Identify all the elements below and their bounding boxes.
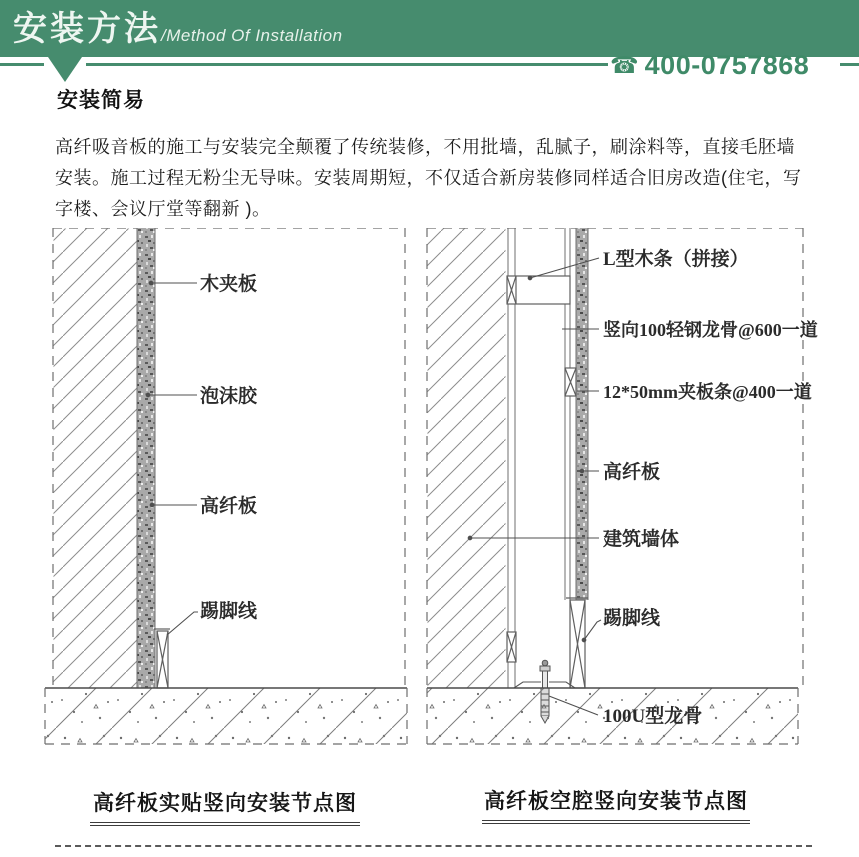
right-skirting-block — [566, 598, 588, 688]
left-wall-hatch — [54, 229, 138, 689]
left-diagram-caption: 高纤板实贴竖向安装节点图 — [90, 787, 360, 826]
label-foam-glue: 泡沫胶 — [200, 386, 258, 407]
section-heading: 安装简易 — [57, 89, 145, 112]
label-skirting: 踢脚线 — [603, 608, 661, 629]
header-banner — [0, 0, 859, 57]
left-floor — [45, 688, 407, 744]
left-board-strip — [137, 228, 155, 688]
banner-pointer-triangle — [48, 57, 82, 82]
accent-line-right — [840, 63, 859, 66]
accent-line-middle — [86, 63, 608, 66]
label-plywood: 木夹板 — [200, 274, 258, 295]
left-skirting-block — [154, 629, 170, 688]
telephone-icon: ☎ — [610, 52, 639, 78]
right-wall-hatch — [428, 229, 506, 689]
hotline-number: 400-0757868 — [644, 50, 810, 80]
right-batten-block — [565, 368, 576, 396]
label-plywood-batten: 12*50mm夹板条@400一道 — [603, 382, 812, 402]
right-diagram — [427, 228, 818, 744]
right-lower-batten-block — [507, 632, 516, 662]
right-l-wood-strip — [507, 276, 570, 304]
label-l-wood-strip: L型木条（拼接） — [603, 249, 749, 270]
page-subtitle: /Method Of Installation — [161, 26, 343, 45]
label-steel-keel: 竖向100轻钢龙骨@600一道 — [603, 320, 818, 340]
hotline — [610, 52, 809, 79]
intro-paragraph: 高纤吸音板的施工与安装完全颠覆了传统装修，不用批墙，乱腻子，刷涂料等，直接毛胚墙安装。施工过程无粉尘无导味。安装周期短，不仅适合新房装修同样适合旧房改造(住宅，写字楼、会议厅堂等翻新 )。 — [55, 137, 802, 219]
label-fiber-board: 高纤板 — [603, 462, 661, 483]
label-u-keel: 100U型龙骨 — [603, 706, 703, 727]
label-fiber-board: 高纤板 — [200, 496, 258, 517]
bottom-dashed-divider — [55, 845, 812, 847]
left-diagram — [45, 228, 407, 744]
installation-diagrams — [0, 228, 859, 748]
label-skirting: 踢脚线 — [200, 601, 258, 622]
label-building-wall: 建筑墙体 — [603, 529, 680, 550]
right-diagram-caption: 高纤板空腔竖向安装节点图 — [482, 785, 750, 824]
accent-line-left — [0, 63, 44, 66]
page-title: 安装方法 — [13, 9, 161, 48]
right-board-strip — [576, 228, 588, 600]
